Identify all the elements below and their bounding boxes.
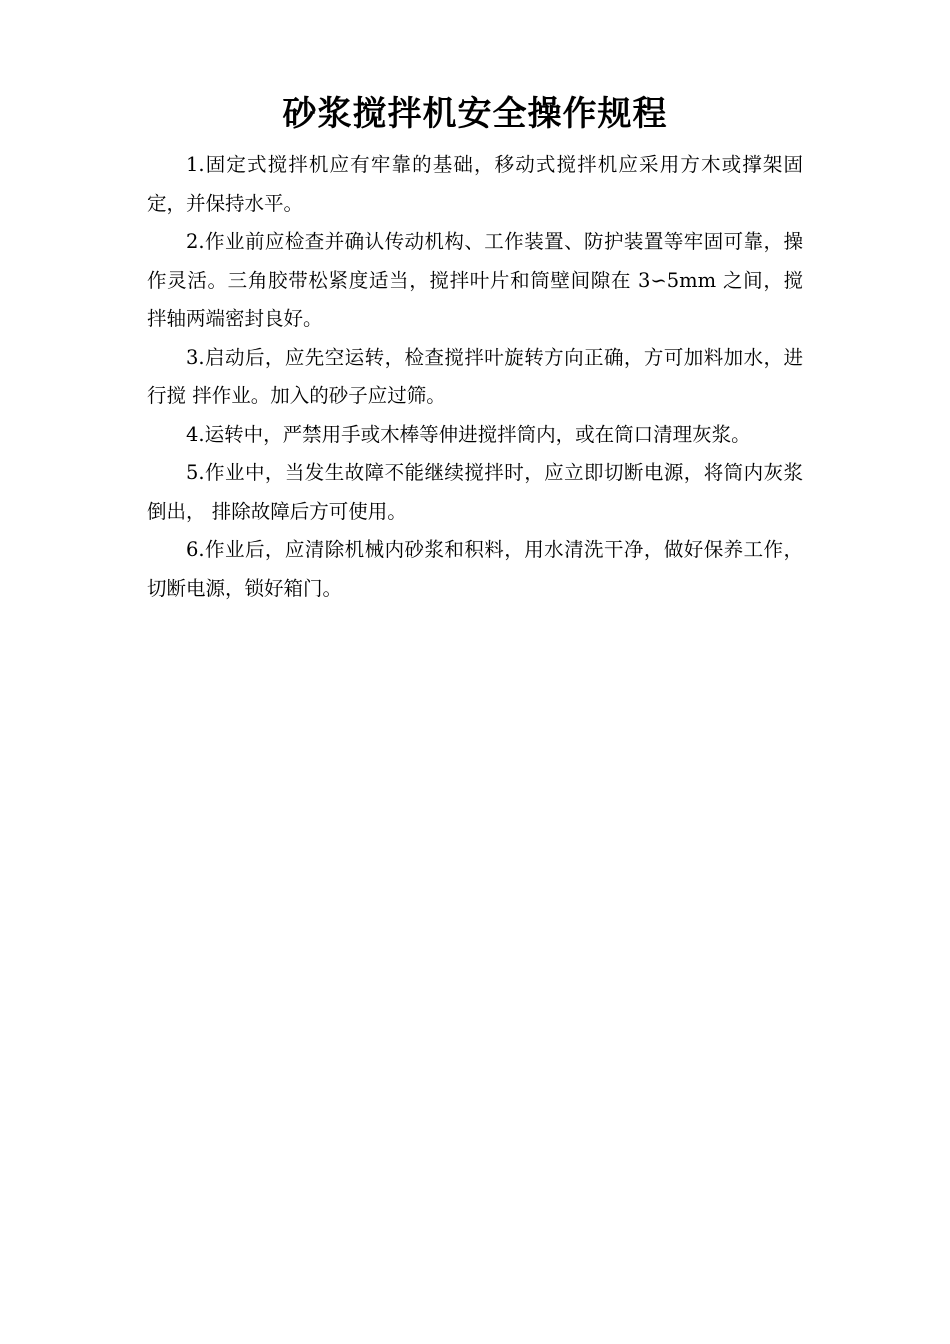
paragraph-5: 5.作业中，当发生故障不能继续搅拌时，应立即切断电源，将筒内灰浆倒出， 排除故障后方可使用。 xyxy=(147,461,803,523)
paragraph-2: 2.作业前应检查并确认传动机构、工作装置、防护装置等牢固可靠，操作灵活。三角胶带松紧度适当，搅拌叶片和筒壁间隙在 3∽5mm 之间，搅拌轴两端密封良好。 xyxy=(147,230,803,330)
paragraph-4: 4.运转中，严禁用手或木棒等伸进搅拌筒内，或在筒口清理灰浆。 xyxy=(186,422,751,446)
document-title: 砂浆搅拌机安全操作规程 xyxy=(282,94,668,134)
paragraph-6: 6.作业后，应清除机械内砂浆和积料，用水清洗干净，做好保养工作，切断电源，锁好箱门。 xyxy=(147,538,803,600)
paragraph-1: 1.固定式搅拌机应有牢靠的基础，移动式搅拌机应采用方木或撑架固定，并保持水平。 xyxy=(147,153,803,215)
document-body xyxy=(147,146,803,608)
paragraph-3: 3.启动后，应先空运转，检查搅拌叶旋转方向正确，方可加料加水，进行搅 拌作业。加入的砂子应过筛。 xyxy=(147,345,803,407)
